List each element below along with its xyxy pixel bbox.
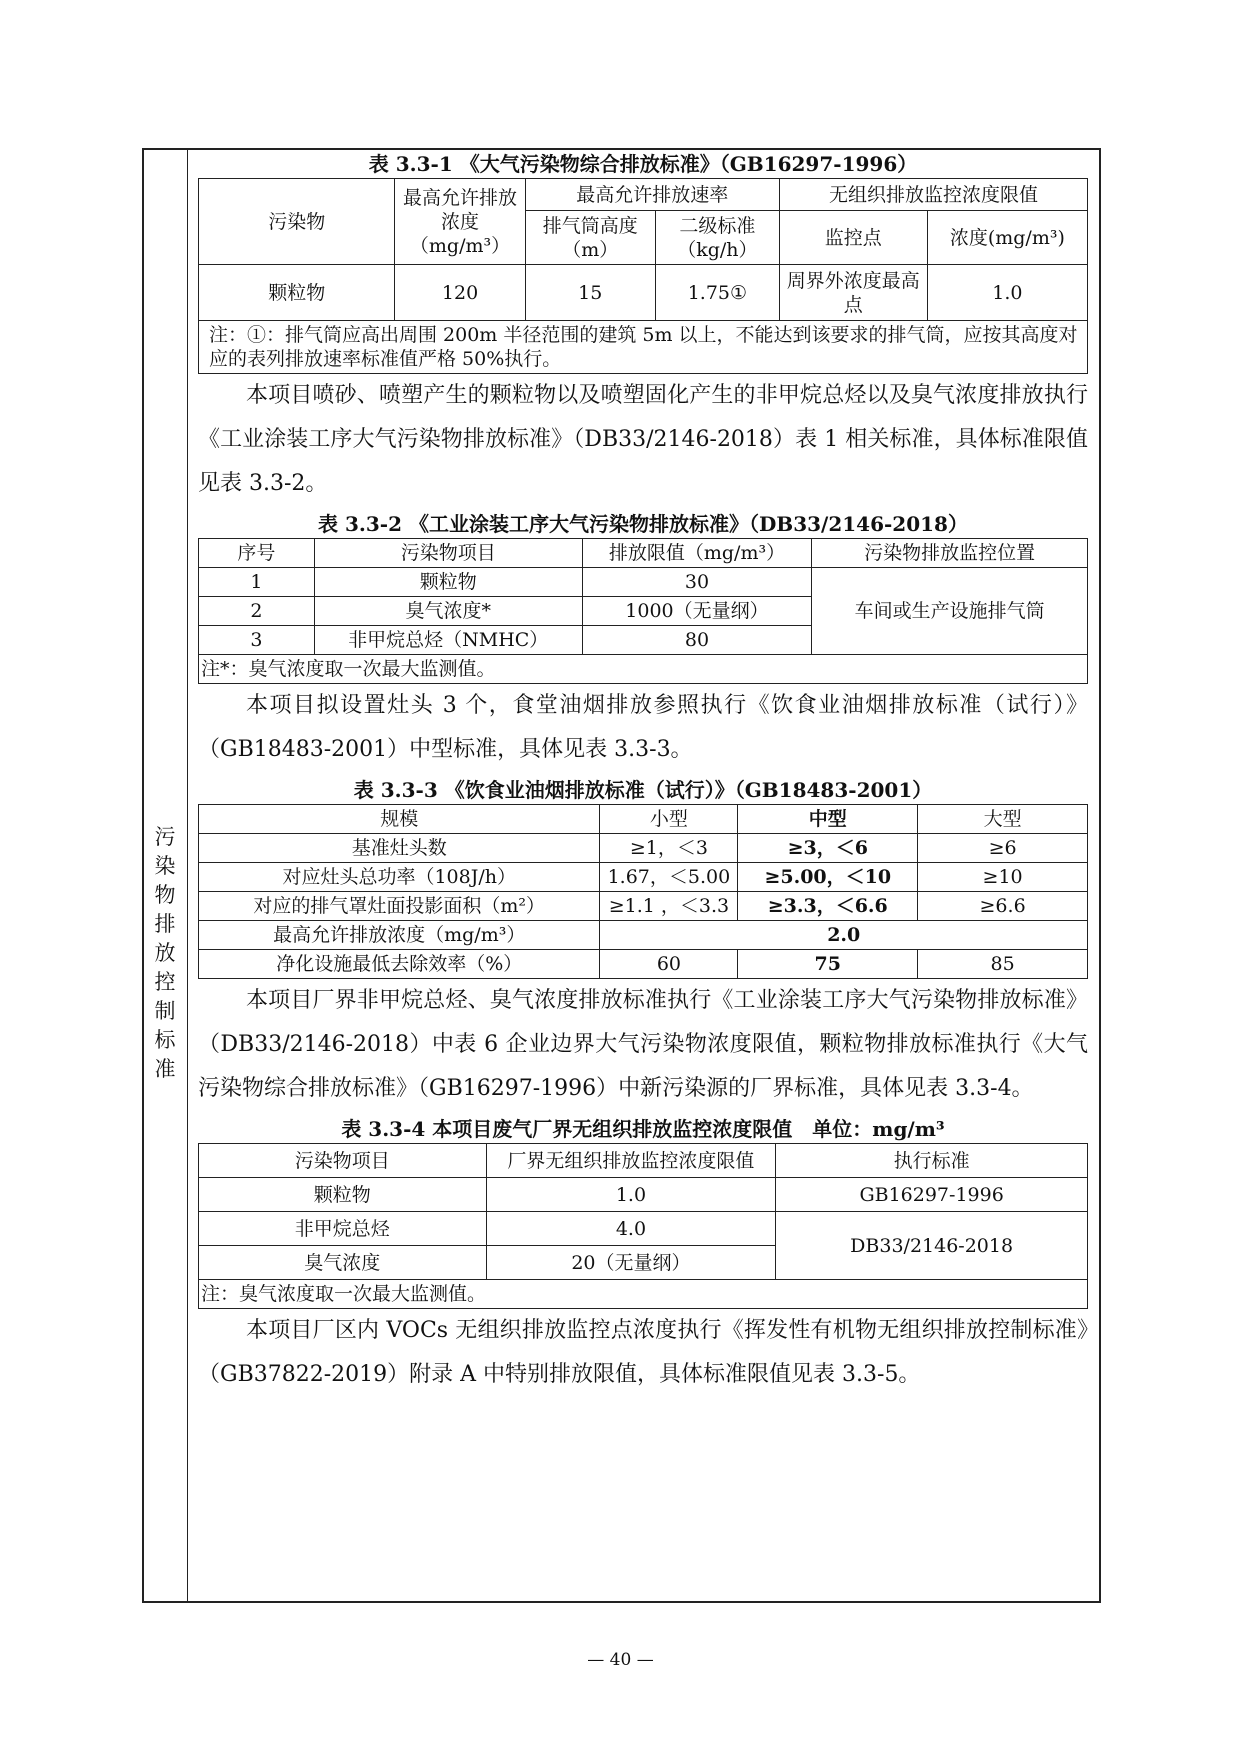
cell: 周界外浓度最高点 — [779, 265, 927, 321]
table-row — [199, 568, 1088, 597]
cell: 1.67，＜5.00 — [600, 863, 738, 892]
side-label-text: 污染物排放控制标准 — [154, 825, 176, 1081]
table-note: 注：①：排气筒应高出周围 200m 半径范围的建筑 5m 以上，不能达到该要求的排气筒，应按其高度对应的表列排放速率标准值严格 50%执行。 — [199, 321, 1088, 374]
table-row — [199, 921, 1088, 950]
header-limit: 厂界无组织排放监控浓度限值 — [486, 1144, 776, 1178]
paragraph-1: 本项目喷砂、喷塑产生的颗粒物以及喷塑固化产生的非甲烷总烃以及臭气浓度排放执行《工业涂装工序大气污染物排放标准》（DB33/2146-2018）表 1 相关标准，具体标准限值见表 3.3-2。 — [198, 383, 1088, 496]
cell: ≥1，＜3 — [600, 834, 738, 863]
cell: 30 — [582, 568, 812, 597]
table-row — [199, 950, 1088, 979]
header-large: 大型 — [918, 805, 1088, 834]
cell: 基准灶头数 — [199, 834, 600, 863]
table-row — [199, 1212, 1088, 1246]
header-no: 序号 — [199, 539, 315, 568]
cell: 净化设施最低去除效率（%） — [199, 950, 600, 979]
table-row — [199, 892, 1088, 921]
cell: 120 — [395, 265, 525, 321]
table-3-3-1 — [198, 178, 1088, 374]
header-limit: 排放限值（mg/m³） — [582, 539, 812, 568]
cell: 颗粒物 — [199, 265, 395, 321]
table-row — [199, 265, 1088, 321]
header-level2: 二级标准（kg/h） — [655, 211, 779, 265]
cell: 对应的排气罩灶面投影面积（m²） — [199, 892, 600, 921]
cell: 臭气浓度 — [199, 1246, 487, 1280]
cell: 2.0 — [600, 921, 1088, 950]
cell: ≥1.1 ，＜3.3 — [600, 892, 738, 921]
paragraph-4: 本项目厂区内 VOCs 无组织排放监控点浓度执行《挥发性有机物无组织排放控制标准》（GB37822-2019）附录 A 中特别排放限值，具体标准限值见表 3.3-5。 — [198, 1318, 1088, 1387]
cell: ≥3，＜6 — [738, 834, 918, 863]
content — [198, 150, 1088, 1397]
cell: 非甲烷总烃（NMHC） — [314, 626, 582, 655]
cell: 85 — [918, 950, 1088, 979]
cell: 1 — [199, 568, 315, 597]
cell: DB33/2146-2018 — [776, 1212, 1088, 1280]
table-row — [199, 863, 1088, 892]
paragraph-2: 本项目拟设置灶头 3 个，食堂油烟排放参照执行《饮食业油烟排放标准（试行）》（GB18483-2001）中型标准，具体见表 3.3-3。 — [198, 693, 1088, 762]
cell: 对应灶头总功率（108J/h） — [199, 863, 600, 892]
header-fugitive: 无组织排放监控浓度限值 — [779, 179, 1087, 211]
cell: 非甲烷总烃 — [199, 1212, 487, 1246]
cell: 1.75① — [655, 265, 779, 321]
header-concentration: 最高允许排放浓度（mg/m³） — [395, 179, 525, 265]
cell: GB16297-1996 — [776, 1178, 1088, 1212]
table-caption-3-3-2: 表 3.3-2 《工业涂装工序大气污染物排放标准》（DB33/2146-2018） — [318, 512, 968, 536]
cell: 颗粒物 — [199, 1178, 487, 1212]
table-caption-3-3-1: 表 3.3-1 《大气污染物综合排放标准》（GB16297-1996） — [368, 152, 918, 176]
side-label — [142, 823, 188, 1084]
header-monitor-point: 监控点 — [779, 211, 927, 265]
cell: 20（无量纲） — [486, 1246, 776, 1280]
header-rate: 最高允许排放速率 — [525, 179, 779, 211]
table-note: 注*：臭气浓度取一次最大监测值。 — [199, 655, 1088, 684]
cell: 60 — [600, 950, 738, 979]
header-item: 污染物项目 — [199, 1144, 487, 1178]
table-3-3-4 — [198, 1143, 1088, 1309]
cell: 1000（无量纲） — [582, 597, 812, 626]
table-row — [199, 1178, 1088, 1212]
table-note: 注：臭气浓度取一次最大监测值。 — [199, 1280, 1088, 1309]
cell: 15 — [525, 265, 655, 321]
header-fugitive-conc: 浓度(mg/m³) — [927, 211, 1087, 265]
header-item: 污染物项目 — [314, 539, 582, 568]
header-stack-height: 排气筒高度（m） — [525, 211, 655, 265]
cell: 1.0 — [927, 265, 1087, 321]
header-standard: 执行标准 — [776, 1144, 1088, 1178]
cell: 2 — [199, 597, 315, 626]
header-pollutant: 污染物 — [199, 179, 395, 265]
page-number: — 40 — — [587, 1650, 654, 1670]
cell: 1.0 — [486, 1178, 776, 1212]
header-small: 小型 — [600, 805, 738, 834]
cell: 80 — [582, 626, 812, 655]
cell: 4.0 — [486, 1212, 776, 1246]
cell: ≥6 — [918, 834, 1088, 863]
header-medium: 中型 — [738, 805, 918, 834]
cell: 颗粒物 — [314, 568, 582, 597]
cell: ≥6.6 — [918, 892, 1088, 921]
paragraph-3: 本项目厂界非甲烷总烃、臭气浓度排放标准执行《工业涂装工序大气污染物排放标准》（DB33/2146-2018）中表 6 企业边界大气污染物浓度限值，颗粒物排放标准执行《大气污染物综合排放标准》（GB16297-1996）中新污染源的厂界标准，具体见表 3.3-4。 — [198, 988, 1088, 1101]
table-caption-3-3-4: 表 3.3-4 本项目废气厂界无组织排放监控浓度限值 单位：mg/m³ — [341, 1117, 945, 1141]
cell-location: 车间或生产设施排气筒 — [812, 568, 1088, 655]
side-column — [142, 148, 188, 1603]
table-3-3-2 — [198, 538, 1088, 684]
header-location: 污染物排放监控位置 — [812, 539, 1088, 568]
cell: 最高允许排放浓度（mg/m³） — [199, 921, 600, 950]
cell: ≥5.00，＜10 — [738, 863, 918, 892]
cell: 臭气浓度* — [314, 597, 582, 626]
table-row — [199, 834, 1088, 863]
cell: 3 — [199, 626, 315, 655]
cell: ≥10 — [918, 863, 1088, 892]
header-scale: 规模 — [199, 805, 600, 834]
table-3-3-3 — [198, 804, 1088, 979]
cell: ≥3.3，＜6.6 — [738, 892, 918, 921]
table-caption-3-3-3: 表 3.3-3 《饮食业油烟排放标准（试行）》（GB18483-2001） — [353, 778, 933, 802]
cell: 75 — [738, 950, 918, 979]
